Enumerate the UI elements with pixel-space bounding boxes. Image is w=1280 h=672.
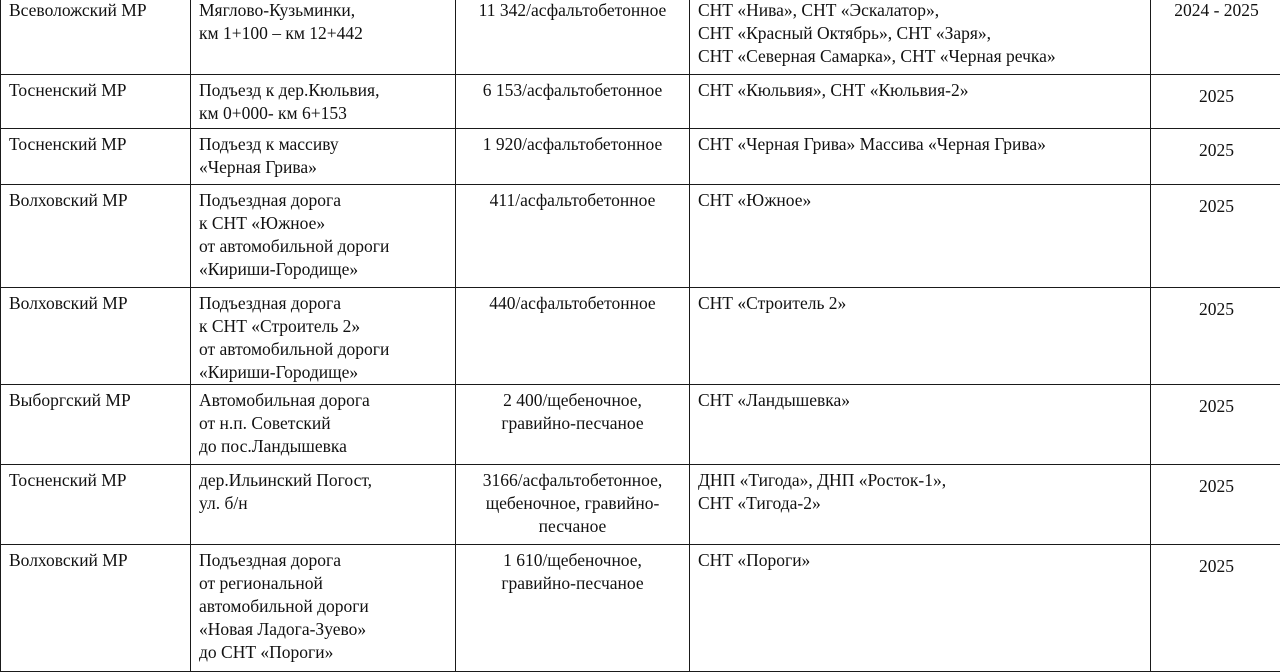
snt-text: СНТ «Красный Октябрь», СНТ «Заря», <box>698 22 1144 45</box>
snt-text: СНТ «Черная Грива» Массива «Черная Грива» <box>698 133 1144 156</box>
snt-text: СНТ «Ландышевка» <box>698 389 1144 412</box>
district-cell <box>1 185 191 288</box>
length-surface-text: песчаное <box>460 515 685 538</box>
length-surface-text: щебеночное, гравийно- <box>460 492 685 515</box>
year-text: 2025 <box>1159 195 1274 218</box>
length-surface-text: 1 920/асфальтобетонное <box>460 133 685 156</box>
length-surface-text: 411/асфальтобетонное <box>460 189 685 212</box>
length-surface-cell <box>456 545 690 672</box>
road-text: км 1+100 – км 12+442 <box>199 22 449 45</box>
year-text: 2025 <box>1159 475 1274 498</box>
district-text: Тосненский МР <box>9 469 184 492</box>
road-text: автомобильной дороги <box>199 595 449 618</box>
road-text: Подъезд к массиву <box>199 133 449 156</box>
road-cell <box>191 288 456 385</box>
district-text: Волховский МР <box>9 189 184 212</box>
road-text: «Новая Ладога-Зуево» <box>199 618 449 641</box>
road-cell <box>191 75 456 129</box>
length-surface-cell <box>456 465 690 545</box>
table-row <box>1 75 1280 129</box>
snt-cell <box>690 465 1151 545</box>
road-text: Подъездная дорога <box>199 189 449 212</box>
snt-text: СНТ «Строитель 2» <box>698 292 1144 315</box>
snt-cell <box>690 75 1151 129</box>
snt-text: СНТ «Нива», СНТ «Эскалатор», <box>698 0 1144 22</box>
district-text: Выборгский МР <box>9 389 184 412</box>
table-row <box>1 129 1280 185</box>
road-text: к СНТ «Южное» <box>199 212 449 235</box>
district-text: Тосненский МР <box>9 79 184 102</box>
roads-table-body <box>1 0 1280 672</box>
year-cell <box>1151 545 1280 672</box>
district-text: Волховский МР <box>9 549 184 572</box>
road-text: Подъездная дорога <box>199 292 449 315</box>
year-cell <box>1151 0 1280 75</box>
snt-cell <box>690 545 1151 672</box>
year-cell <box>1151 288 1280 385</box>
length-surface-text: 440/асфальтобетонное <box>460 292 685 315</box>
road-text: до пос.Ландышевка <box>199 435 449 458</box>
snt-text: СНТ «Южное» <box>698 189 1144 212</box>
road-cell <box>191 129 456 185</box>
year-cell <box>1151 129 1280 185</box>
snt-cell <box>690 129 1151 185</box>
length-surface-cell <box>456 185 690 288</box>
road-cell <box>191 0 456 75</box>
length-surface-cell <box>456 75 690 129</box>
road-text: от региональной <box>199 572 449 595</box>
road-text: «Кириши-Городище» <box>199 258 449 281</box>
road-text: дер.Ильинский Погост, <box>199 469 449 492</box>
year-cell <box>1151 465 1280 545</box>
district-cell <box>1 385 191 465</box>
length-surface-text: гравийно-песчаное <box>460 412 685 435</box>
year-cell <box>1151 75 1280 129</box>
snt-text: СНТ «Тигода-2» <box>698 492 1144 515</box>
district-cell <box>1 129 191 185</box>
district-cell <box>1 75 191 129</box>
district-cell <box>1 465 191 545</box>
road-text: Мяглово-Кузьминки, <box>199 0 449 22</box>
snt-cell <box>690 288 1151 385</box>
length-surface-cell <box>456 385 690 465</box>
road-cell <box>191 545 456 672</box>
table-row <box>1 465 1280 545</box>
district-cell <box>1 288 191 385</box>
table-row <box>1 288 1280 385</box>
road-text: «Черная Грива» <box>199 156 449 179</box>
district-text: Волховский МР <box>9 292 184 315</box>
district-cell <box>1 0 191 75</box>
road-text: от автомобильной дороги <box>199 235 449 258</box>
snt-cell <box>690 385 1151 465</box>
road-text: до СНТ «Пороги» <box>199 641 449 664</box>
length-surface-cell <box>456 129 690 185</box>
length-surface-text: 1 610/щебеночное, <box>460 549 685 572</box>
table-row <box>1 185 1280 288</box>
length-surface-text: 2 400/щебеночное, <box>460 389 685 412</box>
table-row <box>1 0 1280 75</box>
road-text: ул. б/н <box>199 492 449 515</box>
road-text: от автомобильной дороги <box>199 338 449 361</box>
snt-text: СНТ «Кюльвия», СНТ «Кюльвия-2» <box>698 79 1144 102</box>
road-cell <box>191 385 456 465</box>
road-text: Подъездная дорога <box>199 549 449 572</box>
snt-text: СНТ «Северная Самарка», СНТ «Черная речка» <box>698 45 1144 68</box>
length-surface-cell <box>456 0 690 75</box>
snt-cell <box>690 185 1151 288</box>
district-text: Тосненский МР <box>9 133 184 156</box>
year-cell <box>1151 385 1280 465</box>
road-text: Автомобильная дорога <box>199 389 449 412</box>
year-text: 2024 - 2025 <box>1159 0 1274 22</box>
road-text: км 0+000- км 6+153 <box>199 102 449 125</box>
year-text: 2025 <box>1159 555 1274 578</box>
snt-cell <box>690 0 1151 75</box>
road-text: от н.п. Советский <box>199 412 449 435</box>
length-surface-text: 3166/асфальтобетонное, <box>460 469 685 492</box>
year-cell <box>1151 185 1280 288</box>
district-text: Всеволожский МР <box>9 0 184 22</box>
year-text: 2025 <box>1159 395 1274 418</box>
district-cell <box>1 545 191 672</box>
road-cell <box>191 185 456 288</box>
table-row <box>1 385 1280 465</box>
road-cell <box>191 465 456 545</box>
road-text: Подъезд к дер.Кюльвия, <box>199 79 449 102</box>
length-surface-text: 6 153/асфальтобетонное <box>460 79 685 102</box>
year-text: 2025 <box>1159 298 1274 321</box>
length-surface-text: гравийно-песчаное <box>460 572 685 595</box>
snt-text: СНТ «Пороги» <box>698 549 1144 572</box>
snt-text: ДНП «Тигода», ДНП «Росток-1», <box>698 469 1144 492</box>
length-surface-text: 11 342/асфальтобетонное <box>460 0 685 22</box>
road-text: «Кириши-Городище» <box>199 361 449 384</box>
year-text: 2025 <box>1159 85 1274 108</box>
table-row <box>1 545 1280 672</box>
length-surface-cell <box>456 288 690 385</box>
year-text: 2025 <box>1159 139 1274 162</box>
road-text: к СНТ «Строитель 2» <box>199 315 449 338</box>
